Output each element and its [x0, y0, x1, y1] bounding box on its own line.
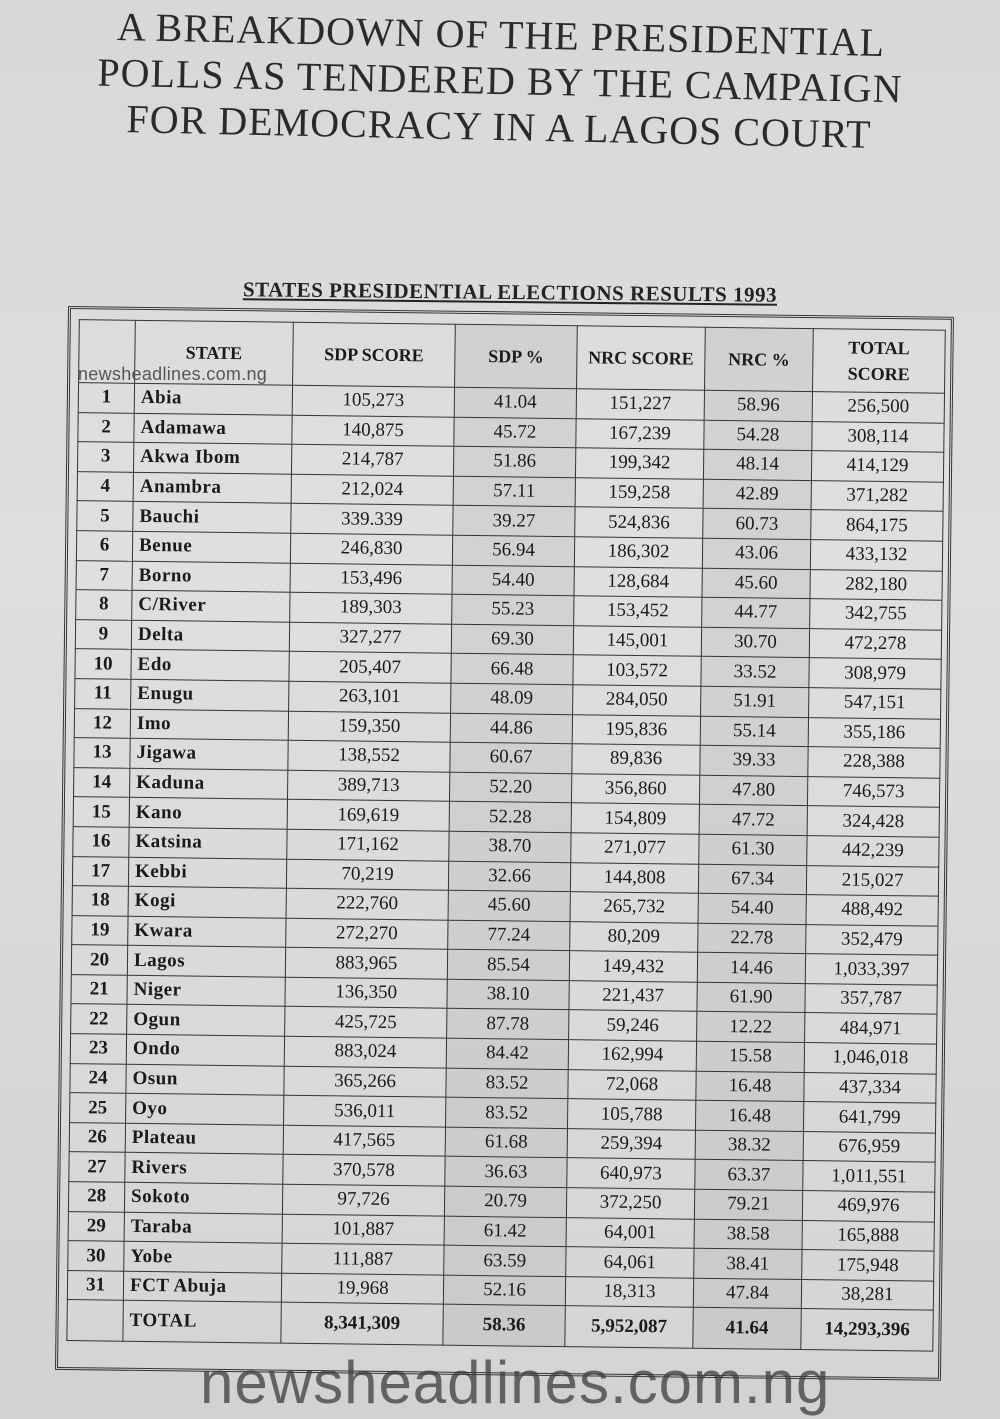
row-nrc-score: 59,246	[569, 1010, 697, 1041]
row-state: Ogun	[127, 1005, 285, 1037]
row-sn: 6	[76, 531, 132, 561]
row-nrc-score: 524,836	[575, 507, 703, 538]
row-nrc-pct: 22.78	[698, 923, 806, 954]
row-sdp-score: 205,407	[289, 652, 451, 684]
header-nrc-score: NRC SCORE	[577, 326, 706, 391]
row-total-score: 308,114	[812, 421, 944, 452]
row-nrc-pct: 61.30	[699, 834, 807, 865]
row-total-score: 1,011,551	[803, 1161, 935, 1192]
row-sdp-score: 222,760	[286, 888, 448, 920]
row-sdp-pct: 54.40	[452, 565, 574, 596]
row-sdp-pct: 56.94	[452, 535, 574, 566]
watermark-bottom: newsheadlines.com.ng	[200, 1349, 831, 1416]
row-nrc-pct: 42.89	[703, 479, 811, 510]
row-sdp-pct: 41.04	[454, 387, 576, 418]
row-total-score: 433,132	[810, 540, 942, 571]
row-total-score: 324,428	[807, 806, 939, 837]
row-sn: 24	[70, 1063, 126, 1093]
row-total-score: 676,959	[803, 1131, 935, 1162]
row-sdp-score: 327,277	[289, 622, 451, 654]
row-sdp-score: 272,270	[286, 918, 448, 950]
row-sn: 17	[72, 856, 128, 886]
row-sdp-pct: 85.54	[447, 949, 569, 980]
row-total-score: 352,479	[806, 924, 938, 955]
row-total-score: 371,282	[811, 480, 943, 511]
row-nrc-pct: 54.28	[704, 420, 812, 451]
header-state: STATE	[135, 320, 294, 385]
results-table	[66, 319, 945, 1352]
row-nrc-score: 162,994	[568, 1040, 696, 1071]
row-sdp-pct: 36.63	[445, 1157, 567, 1188]
row-nrc-pct: 14.46	[697, 953, 805, 984]
row-sdp-score: 389,713	[287, 770, 449, 802]
row-nrc-pct: 63.37	[695, 1160, 803, 1191]
row-nrc-pct: 12.22	[697, 1012, 805, 1043]
row-sdp-pct: 20.79	[444, 1186, 566, 1217]
row-sdp-score: 101,887	[282, 1214, 444, 1246]
row-nrc-score: 284,050	[573, 685, 701, 716]
row-state: Borno	[132, 561, 290, 593]
row-nrc-score: 159,258	[575, 477, 703, 508]
row-sdp-score: 97,726	[282, 1184, 444, 1216]
row-nrc-pct: 67.34	[698, 864, 806, 895]
row-sdp-pct: 57.11	[453, 476, 575, 507]
total-sn	[67, 1300, 123, 1342]
row-sn: 9	[75, 619, 131, 649]
row-sdp-score: 339.339	[291, 504, 453, 536]
row-state: Kebbi	[128, 857, 286, 889]
row-total-score: 414,129	[811, 451, 943, 482]
row-sn: 4	[77, 471, 133, 501]
headline-line-1: A BREAKDOWN OF THE PRESIDENTIAL	[116, 3, 886, 66]
row-nrc-score: 128,684	[574, 566, 702, 597]
row-sdp-score: 536,011	[284, 1095, 446, 1127]
total-sdp: 8,341,309	[281, 1303, 443, 1346]
row-state: Enugu	[131, 679, 289, 711]
row-sn: 11	[75, 679, 131, 709]
row-state: C/River	[132, 590, 290, 622]
row-sdp-pct: 38.70	[449, 831, 571, 862]
row-state: Taraba	[124, 1212, 282, 1244]
row-sdp-pct: 32.66	[448, 861, 570, 892]
row-sn: 25	[70, 1093, 126, 1123]
row-nrc-score: 64,001	[566, 1217, 694, 1248]
row-sdp-pct: 63.59	[444, 1245, 566, 1276]
row-nrc-pct: 16.48	[695, 1100, 803, 1131]
row-state: Kaduna	[129, 768, 287, 800]
row-nrc-pct: 43.06	[702, 538, 810, 569]
row-nrc-score: 103,572	[573, 655, 701, 686]
row-sn: 13	[74, 738, 130, 768]
row-nrc-pct: 38.41	[694, 1248, 802, 1279]
row-sdp-score: 138,552	[288, 740, 450, 772]
row-total-score: 38,281	[801, 1279, 933, 1310]
row-sn: 5	[77, 501, 133, 531]
row-state: FCT Abuja	[123, 1271, 281, 1303]
header-nrc-pct: NRC %	[705, 327, 814, 391]
row-state: Benue	[132, 531, 290, 563]
row-nrc-pct: 47.80	[699, 775, 807, 806]
row-sdp-pct: 84.42	[446, 1038, 568, 1069]
row-sdp-score: 214,787	[291, 444, 453, 476]
row-nrc-pct: 38.58	[694, 1219, 802, 1250]
row-nrc-score: 259,394	[567, 1129, 695, 1160]
row-state: Sokoto	[124, 1182, 282, 1214]
row-nrc-score: 154,809	[571, 803, 699, 834]
row-sdp-pct: 77.24	[448, 920, 570, 951]
row-sdp-pct: 39.27	[453, 506, 575, 537]
row-sdp-score: 169,619	[287, 800, 449, 832]
row-nrc-pct: 79.21	[694, 1189, 802, 1220]
row-sdp-pct: 66.48	[451, 654, 573, 685]
row-sdp-pct: 45.60	[448, 890, 570, 921]
row-sdp-score: 370,578	[283, 1155, 445, 1187]
table-title: STATES PRESIDENTIAL ELECTIONS RESULTS 1993	[242, 277, 778, 307]
header-sdp-score: SDP SCORE	[293, 322, 456, 387]
header-total-score: TOTAL SCORE	[813, 329, 946, 394]
row-total-score: 282,180	[810, 569, 942, 600]
row-sn: 27	[69, 1152, 125, 1182]
row-nrc-pct: 60.73	[703, 509, 811, 540]
row-sn: 10	[75, 649, 131, 679]
row-total-score: 256,500	[812, 392, 944, 423]
row-nrc-score: 64,061	[566, 1247, 694, 1278]
total-label: TOTAL	[123, 1301, 281, 1344]
row-total-score: 1,033,397	[805, 954, 937, 985]
row-sdp-score: 417,565	[283, 1125, 445, 1157]
row-sdp-score: 136,350	[285, 977, 447, 1009]
header-sdp-pct: SDP %	[455, 324, 578, 388]
row-sn: 16	[73, 827, 129, 857]
row-state: Niger	[127, 975, 285, 1007]
row-sdp-score: 246,830	[290, 533, 452, 565]
row-nrc-pct: 55.14	[700, 716, 808, 747]
results-table-frame	[55, 306, 954, 1381]
row-sdp-score: 365,266	[284, 1066, 446, 1098]
row-sdp-pct: 38.10	[447, 979, 569, 1010]
row-state: Osun	[126, 1064, 284, 1096]
row-state: Kwara	[128, 916, 286, 948]
row-state: Rivers	[125, 1153, 283, 1185]
row-total-score: 437,334	[804, 1072, 936, 1103]
row-nrc-score: 640,973	[567, 1158, 695, 1189]
row-state: Kano	[129, 798, 287, 830]
row-state: Yobe	[124, 1241, 282, 1273]
row-state: Bauchi	[133, 502, 291, 534]
row-sdp-pct: 83.52	[446, 1068, 568, 1099]
row-sdp-pct: 52.20	[449, 772, 571, 803]
row-nrc-pct: 47.84	[693, 1278, 801, 1309]
row-sdp-score: 159,350	[288, 711, 450, 743]
row-sdp-pct: 45.72	[454, 417, 576, 448]
row-total-score: 308,979	[809, 658, 941, 689]
row-nrc-score: 80,209	[570, 921, 698, 952]
row-sn: 23	[70, 1034, 126, 1064]
row-state: Akwa Ibom	[133, 443, 291, 475]
row-nrc-score: 356,860	[571, 773, 699, 804]
row-state: Lagos	[127, 946, 285, 978]
row-sdp-pct: 52.16	[443, 1275, 565, 1306]
row-total-score: 484,971	[805, 1013, 937, 1044]
row-total-score: 228,388	[808, 747, 940, 778]
row-nrc-score: 105,788	[567, 1099, 695, 1130]
row-state: Jigawa	[130, 738, 288, 770]
row-sdp-pct: 60.67	[450, 742, 572, 773]
row-sdp-score: 189,303	[290, 592, 452, 624]
row-nrc-pct: 58.96	[704, 390, 812, 421]
row-sdp-score: 19,968	[281, 1273, 443, 1305]
total-sdp-pct: 58.36	[443, 1305, 565, 1347]
row-nrc-pct: 47.72	[699, 805, 807, 836]
row-total-score: 746,573	[807, 776, 939, 807]
row-sdp-score: 883,965	[285, 947, 447, 979]
row-nrc-pct: 45.60	[702, 568, 810, 599]
total-nrc: 5,952,087	[565, 1306, 693, 1349]
row-nrc-score: 186,302	[574, 537, 702, 568]
row-sn: 30	[68, 1241, 124, 1271]
row-sdp-score: 212,024	[291, 474, 453, 506]
row-sdp-pct: 83.52	[445, 1097, 567, 1128]
row-sdp-pct: 61.68	[445, 1127, 567, 1158]
row-total-score: 442,239	[807, 835, 939, 866]
row-total-score: 357,787	[805, 983, 937, 1014]
row-sdp-score: 153,496	[290, 563, 452, 595]
row-nrc-pct: 16.48	[696, 1071, 804, 1102]
row-state: Adamawa	[134, 413, 292, 445]
row-sdp-pct: 55.23	[452, 594, 574, 625]
row-total-score: 355,186	[808, 717, 940, 748]
row-sn: 20	[71, 945, 127, 975]
row-sdp-score: 883,024	[284, 1036, 446, 1068]
row-sdp-score: 70,219	[286, 859, 448, 891]
row-nrc-score: 167,239	[576, 418, 704, 449]
row-sn: 26	[69, 1122, 125, 1152]
row-total-score: 641,799	[803, 1102, 935, 1133]
row-sdp-score: 111,887	[282, 1243, 444, 1275]
headline-line-2: POLLS AS TENDERED BY THE CAMPAIGN	[96, 49, 904, 112]
row-total-score: 472,278	[809, 628, 941, 659]
row-sdp-pct: 51.86	[453, 446, 575, 477]
row-state: Anambra	[133, 472, 291, 504]
row-sdp-pct: 87.78	[447, 1009, 569, 1040]
row-sn: 12	[74, 708, 130, 738]
row-nrc-pct: 54.40	[698, 893, 806, 924]
row-nrc-score: 271,077	[571, 833, 699, 864]
row-sdp-pct: 61.42	[444, 1216, 566, 1247]
row-nrc-pct: 51.91	[701, 686, 809, 717]
row-nrc-score: 372,250	[566, 1188, 694, 1219]
watermark-top: newsheadlines.com.ng	[78, 364, 268, 384]
row-sn: 22	[71, 1004, 127, 1034]
row-sdp-score: 105,273	[292, 385, 454, 417]
row-nrc-score: 151,227	[576, 389, 704, 420]
row-total-score: 547,151	[809, 688, 941, 719]
row-nrc-pct: 39.33	[700, 745, 808, 776]
row-nrc-score: 144,808	[570, 862, 698, 893]
row-sn: 21	[71, 974, 127, 1004]
row-total-score: 469,976	[802, 1191, 934, 1222]
row-total-score: 215,027	[806, 865, 938, 896]
row-sn: 19	[72, 915, 128, 945]
row-total-score: 342,755	[810, 599, 942, 630]
row-nrc-score: 149,432	[569, 951, 697, 982]
row-nrc-score: 195,836	[572, 714, 700, 745]
row-sdp-score: 425,725	[285, 1007, 447, 1039]
row-state: Kogi	[128, 886, 286, 918]
row-sdp-score: 263,101	[289, 681, 451, 713]
row-nrc-score: 221,437	[569, 981, 697, 1012]
row-state: Edo	[131, 650, 289, 682]
row-sn: 7	[76, 560, 132, 590]
row-nrc-pct: 33.52	[701, 657, 809, 688]
row-sdp-score: 171,162	[287, 829, 449, 861]
row-sdp-pct: 69.30	[451, 624, 573, 655]
row-sdp-pct: 52.28	[449, 802, 571, 833]
row-nrc-score: 199,342	[575, 448, 703, 479]
row-state: Abia	[134, 383, 292, 415]
row-state: Ondo	[126, 1034, 284, 1066]
row-nrc-pct: 44.77	[702, 597, 810, 628]
headline	[59, 3, 942, 159]
row-nrc-pct: 61.90	[697, 982, 805, 1013]
table-body	[67, 383, 945, 1352]
row-sn: 29	[68, 1211, 124, 1241]
row-total-score: 1,046,018	[804, 1043, 936, 1074]
row-nrc-pct: 15.58	[696, 1041, 804, 1072]
row-sn: 28	[68, 1182, 124, 1212]
row-state: Katsina	[129, 827, 287, 859]
row-nrc-score: 153,452	[574, 596, 702, 627]
row-nrc-score: 265,732	[570, 892, 698, 923]
row-nrc-pct: 38.32	[695, 1130, 803, 1161]
row-sdp-pct: 44.86	[450, 713, 572, 744]
row-nrc-pct: 48.14	[703, 449, 811, 480]
row-nrc-score: 145,001	[573, 625, 701, 656]
row-sdp-pct: 48.09	[451, 683, 573, 714]
row-sn: 18	[72, 886, 128, 916]
row-sn: 31	[67, 1270, 123, 1300]
row-nrc-score: 72,068	[568, 1069, 696, 1100]
row-sn: 1	[78, 383, 134, 413]
row-total-score: 175,948	[802, 1250, 934, 1281]
row-state: Oyo	[126, 1094, 284, 1126]
row-state: Plateau	[125, 1123, 283, 1155]
row-state: Delta	[131, 620, 289, 652]
row-total-score: 165,888	[802, 1220, 934, 1251]
row-sdp-score: 140,875	[292, 415, 454, 447]
total-score: 14,293,396	[801, 1309, 933, 1352]
row-state: Imo	[130, 709, 288, 741]
row-total-score: 488,492	[806, 895, 938, 926]
headline-line-3: FOR DEMOCRACY IN A LAGOS COURT	[126, 96, 872, 157]
total-nrc-pct: 41.64	[693, 1308, 801, 1350]
row-sn: 8	[76, 590, 132, 620]
row-sn: 3	[77, 442, 133, 472]
row-nrc-score: 89,836	[572, 744, 700, 775]
row-nrc-pct: 30.70	[701, 627, 809, 658]
row-total-score: 864,175	[811, 510, 943, 541]
row-sn: 14	[74, 767, 130, 797]
row-nrc-score: 18,313	[565, 1276, 693, 1307]
row-sn: 15	[73, 797, 129, 827]
row-sn: 2	[78, 412, 134, 442]
